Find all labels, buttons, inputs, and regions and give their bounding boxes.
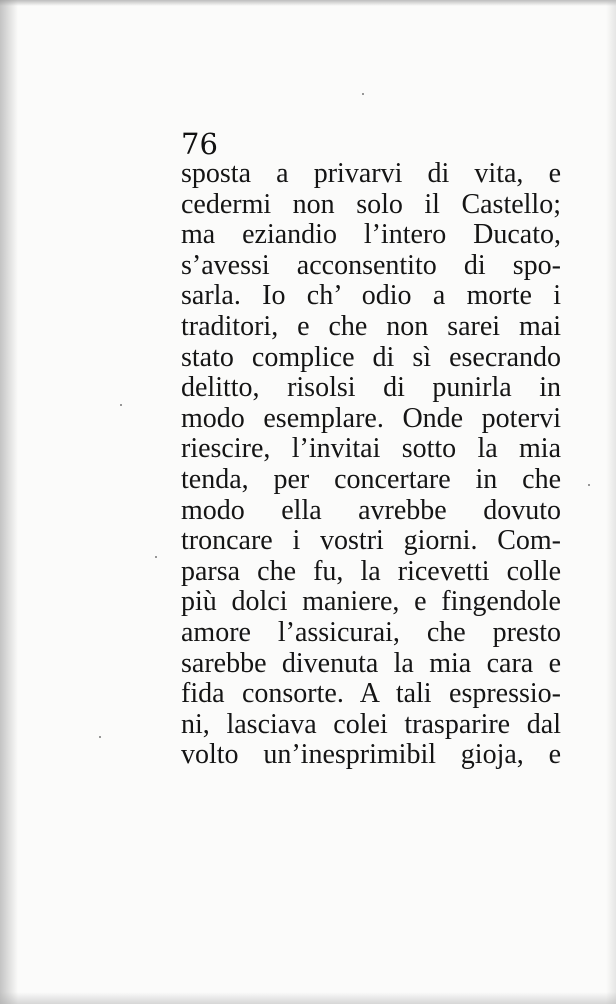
text-line: sposta a privarvi di vita, e [181,158,561,189]
text-line: amore l’assicurai, che presto [181,616,561,648]
text-line: traditori, e che non sarei mai [181,310,561,342]
text-line: sarla. Io ch’ odio a morte i [181,280,561,312]
text-line: stato complice di sì esecrando [181,341,561,373]
text-line: riescire, l’invitai sotto la mia [181,433,561,465]
text-line: delitto, risolsi di punirla in [181,372,561,404]
text-line: tenda, per concertare in che [181,463,561,495]
paper-speck [155,556,157,558]
page-edge-right [606,0,616,1004]
paper-speck [362,93,364,95]
text-line: modo ella avrebbe dovuto [181,494,561,526]
text-line: ma eziandio l’intero Ducato, [181,219,561,251]
page-edge-left [0,0,18,1004]
page-edge-bottom [0,992,616,1004]
paper-speck [99,736,101,738]
text-line: parsa che fu, la ricevetti colle [181,555,561,587]
text-line: s’avessi acconsentito di spo- [181,249,561,281]
text-line: volto un’inesprimibil gioja, e [181,739,561,771]
page-number: 76 [181,127,218,161]
text-line: troncare i vostri giorni. Com- [181,525,561,557]
text-line: modo esemplare. Onde potervi [181,402,561,434]
paper-speck [120,404,122,406]
text-line: fida consorte. A tali espressio- [181,678,561,710]
text-line: più dolci maniere, e fingendole [181,586,561,618]
body-text [181,159,561,771]
text-line: ni, lasciava colei trasparire dal [181,708,561,740]
text-line: sarebbe divenuta la mia cara e [181,647,561,679]
text-line: cedermi non solo il Castello; [181,188,561,220]
paper-speck [588,484,590,486]
page-edge-top [0,0,616,6]
